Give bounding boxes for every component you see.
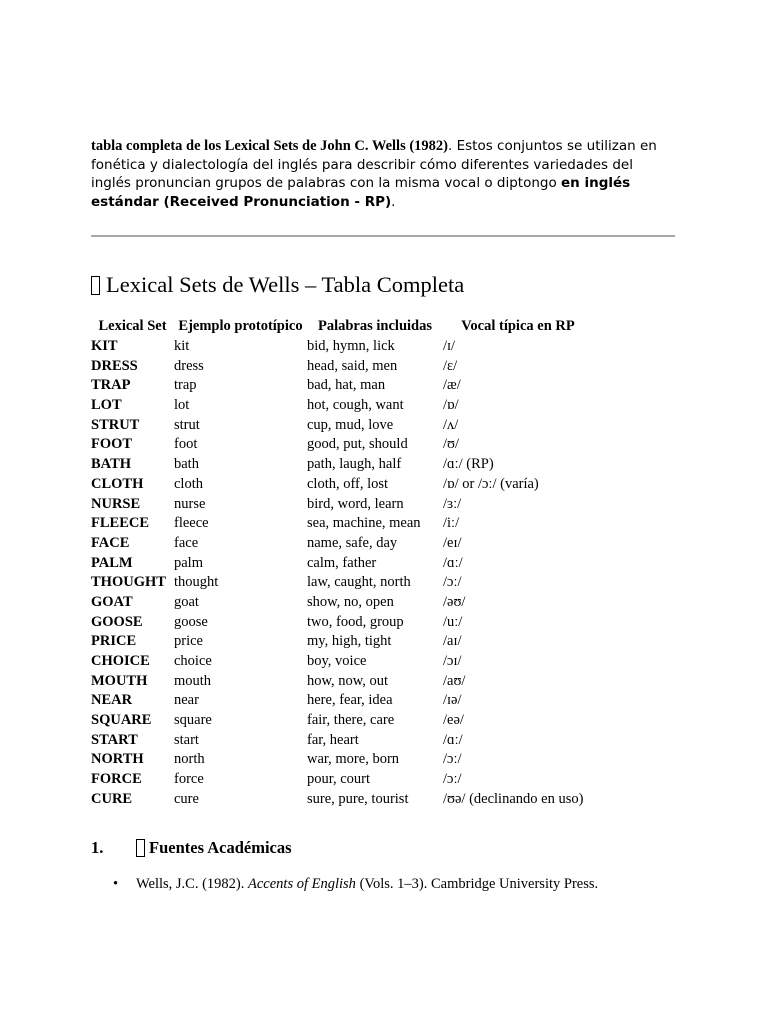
reference-list bbox=[91, 875, 675, 894]
cell-lexical-set: FLEECE bbox=[91, 515, 150, 532]
table-row bbox=[91, 357, 593, 377]
cell-ejemplo: kit bbox=[174, 338, 190, 354]
table-row bbox=[91, 554, 593, 574]
table-row bbox=[91, 514, 593, 534]
col-header-vocal: Vocal típica en RP bbox=[461, 318, 575, 334]
cell-vocal: /ɔː/ bbox=[443, 771, 462, 788]
table-row bbox=[91, 731, 593, 751]
cell-ejemplo: lot bbox=[174, 397, 190, 414]
missing-glyph-icon bbox=[136, 839, 145, 857]
cell-palabras: path, laugh, half bbox=[307, 456, 402, 473]
cell-vocal: /ɔɪ/ bbox=[443, 653, 462, 669]
cell-ejemplo: palm bbox=[174, 554, 203, 571]
cell-vocal: /ɪə/ bbox=[443, 692, 462, 709]
cell-ejemplo: trap bbox=[174, 377, 197, 394]
cell-ejemplo: north bbox=[174, 751, 205, 768]
table-body bbox=[91, 337, 593, 810]
cell-lexical-set: CHOICE bbox=[91, 653, 150, 669]
intro-text-2: . bbox=[391, 193, 396, 210]
cell-vocal: /ɛ/ bbox=[443, 357, 458, 374]
cell-palabras: two, food, group bbox=[307, 613, 404, 630]
cell-lexical-set: FACE bbox=[91, 534, 130, 551]
cell-lexical-set: NORTH bbox=[91, 751, 144, 768]
section-heading bbox=[91, 838, 675, 858]
cell-ejemplo: square bbox=[174, 712, 212, 729]
cell-palabras: bad, hat, man bbox=[307, 377, 386, 394]
cell-ejemplo: start bbox=[174, 731, 199, 748]
cell-vocal: /ɑː/ bbox=[443, 554, 463, 571]
section-number: 1. bbox=[91, 837, 104, 857]
col-header-palabras: Palabras incluidas bbox=[317, 318, 432, 334]
cell-palabras: pour, court bbox=[307, 771, 371, 788]
table-row bbox=[91, 534, 593, 554]
cell-palabras: bird, word, learn bbox=[307, 495, 404, 512]
intro-bold-lead: tabla completa de los Lexical Sets de John C. Wells (1982) bbox=[91, 138, 448, 154]
intro-paragraph bbox=[91, 137, 675, 211]
document-page bbox=[91, 137, 675, 894]
cell-vocal: /ʌ/ bbox=[443, 416, 459, 433]
table-row bbox=[91, 475, 593, 495]
cell-ejemplo: face bbox=[174, 534, 199, 551]
cell-lexical-set: GOAT bbox=[91, 593, 133, 610]
cell-ejemplo: foot bbox=[174, 436, 198, 453]
table-row bbox=[91, 455, 593, 475]
cell-vocal: /əʊ/ bbox=[443, 593, 466, 610]
cell-lexical-set: MOUTH bbox=[91, 672, 148, 689]
intro-text-1: . Estos conjuntos se utilizan en fonética y dialectología del inglés para describir cómo diferentes variedades del inglés pronuncian grupos de palabras con la misma vocal o diptongo bbox=[91, 138, 657, 191]
table-row bbox=[91, 573, 593, 593]
cell-palabras: far, heart bbox=[307, 731, 359, 748]
reference-text: Wells, J.C. (1982). bbox=[136, 875, 249, 892]
cell-lexical-set: LOT bbox=[91, 397, 122, 414]
cell-vocal: /ɔː/ bbox=[443, 574, 462, 591]
table-row bbox=[91, 376, 593, 396]
cell-lexical-set: PRICE bbox=[91, 633, 137, 650]
cell-ejemplo: nurse bbox=[174, 495, 206, 512]
cell-palabras: war, more, born bbox=[307, 751, 400, 768]
cell-ejemplo: cloth bbox=[174, 475, 203, 492]
cell-vocal: /ʊ/ bbox=[443, 436, 460, 453]
cell-lexical-set: DRESS bbox=[91, 357, 138, 374]
cell-vocal: /ɔː/ bbox=[443, 751, 462, 768]
cell-lexical-set: STRUT bbox=[91, 416, 140, 433]
table-row bbox=[91, 613, 593, 633]
table-row bbox=[91, 593, 593, 613]
cell-vocal: /uː/ bbox=[443, 613, 463, 630]
cell-palabras: bid, hymn, lick bbox=[307, 338, 395, 354]
cell-palabras: cup, mud, love bbox=[307, 416, 394, 433]
cell-ejemplo: goat bbox=[174, 593, 199, 610]
cell-palabras: sea, machine, mean bbox=[307, 515, 421, 532]
cell-ejemplo: goose bbox=[174, 613, 208, 630]
cell-palabras: how, now, out bbox=[307, 672, 389, 689]
intro-bold-tail: en inglés estándar (Received Pronunciation - RP) bbox=[91, 175, 631, 210]
cell-vocal: /iː/ bbox=[443, 515, 460, 532]
horizontal-rule bbox=[91, 235, 675, 237]
cell-lexical-set: START bbox=[91, 731, 138, 748]
lexical-sets-table bbox=[91, 316, 593, 810]
cell-lexical-set: FORCE bbox=[91, 771, 142, 788]
table-row bbox=[91, 770, 593, 790]
cell-ejemplo: strut bbox=[174, 416, 200, 433]
cell-lexical-set: PALM bbox=[91, 554, 133, 571]
cell-ejemplo: cure bbox=[174, 790, 199, 807]
reference-title: Accents of English bbox=[248, 875, 356, 892]
table-row bbox=[91, 435, 593, 455]
cell-ejemplo: bath bbox=[174, 456, 199, 473]
section-title: Fuentes Académicas bbox=[149, 837, 292, 857]
cell-ejemplo: mouth bbox=[174, 672, 212, 689]
cell-vocal: /ɜː/ bbox=[443, 495, 462, 512]
reference-publisher: (Vols. 1–3). Cambridge University Press. bbox=[355, 875, 599, 892]
cell-palabras: name, safe, day bbox=[307, 534, 398, 551]
table-row bbox=[91, 396, 593, 416]
cell-lexical-set: THOUGHT bbox=[91, 574, 166, 591]
cell-lexical-set: CLOTH bbox=[91, 475, 144, 492]
cell-ejemplo: price bbox=[174, 633, 203, 650]
cell-palabras: calm, father bbox=[307, 554, 377, 571]
cell-vocal: /aʊ/ bbox=[443, 672, 466, 689]
cell-palabras: show, no, open bbox=[307, 593, 394, 610]
table-row bbox=[91, 750, 593, 770]
cell-ejemplo: thought bbox=[174, 574, 219, 591]
cell-vocal: /æ/ bbox=[443, 377, 461, 394]
cell-ejemplo: near bbox=[174, 692, 199, 709]
table-row bbox=[91, 337, 593, 357]
cell-lexical-set: SQUARE bbox=[91, 712, 152, 729]
cell-palabras: good, put, should bbox=[307, 436, 408, 453]
cell-ejemplo: force bbox=[174, 771, 204, 788]
cell-palabras: cloth, off, lost bbox=[307, 475, 389, 492]
cell-lexical-set: GOOSE bbox=[91, 613, 143, 630]
page-title-text: Lexical Sets de Wells – Tabla Completa bbox=[106, 272, 465, 297]
cell-lexical-set: NURSE bbox=[91, 495, 141, 512]
cell-lexical-set: FOOT bbox=[91, 436, 133, 453]
cell-lexical-set: NEAR bbox=[91, 692, 133, 709]
table-row bbox=[91, 672, 593, 692]
cell-vocal: /ɑː/ (RP) bbox=[443, 456, 494, 473]
col-header-lexical-set: Lexical Set bbox=[98, 318, 167, 334]
cell-lexical-set: CURE bbox=[91, 790, 133, 807]
cell-ejemplo: dress bbox=[174, 357, 204, 374]
cell-vocal: /aɪ/ bbox=[443, 633, 462, 650]
cell-palabras: my, high, tight bbox=[307, 633, 392, 650]
cell-vocal: /ɪ/ bbox=[443, 338, 456, 354]
col-header-ejemplo: Ejemplo prototípico bbox=[178, 318, 303, 334]
list-item bbox=[91, 875, 675, 894]
table-row bbox=[91, 416, 593, 436]
cell-vocal: /eə/ bbox=[443, 712, 464, 729]
table-row bbox=[91, 711, 593, 731]
cell-vocal: /ɒ/ or /ɔː/ (varía) bbox=[443, 475, 539, 492]
cell-palabras: hot, cough, want bbox=[307, 397, 404, 414]
cell-vocal: /ɑː/ bbox=[443, 731, 463, 748]
cell-ejemplo: fleece bbox=[174, 515, 209, 532]
cell-vocal: /ɒ/ bbox=[443, 397, 459, 414]
table-row bbox=[91, 790, 593, 810]
cell-palabras: boy, voice bbox=[307, 653, 367, 669]
table-row bbox=[91, 652, 593, 672]
missing-glyph-icon bbox=[91, 276, 100, 295]
cell-vocal: /eɪ/ bbox=[443, 534, 462, 551]
cell-lexical-set: TRAP bbox=[91, 377, 131, 394]
page-title bbox=[91, 271, 675, 299]
cell-palabras: head, said, men bbox=[307, 357, 398, 374]
cell-palabras: law, caught, north bbox=[307, 574, 411, 591]
cell-vocal: /ʊə/ (declinando en uso) bbox=[443, 790, 584, 807]
table-row bbox=[91, 691, 593, 711]
cell-lexical-set: BATH bbox=[91, 456, 132, 473]
table-row bbox=[91, 632, 593, 652]
cell-palabras: here, fear, idea bbox=[307, 692, 393, 709]
cell-ejemplo: choice bbox=[174, 653, 212, 669]
cell-lexical-set: KIT bbox=[91, 338, 118, 354]
cell-palabras: fair, there, care bbox=[307, 712, 395, 729]
table-row bbox=[91, 495, 593, 515]
cell-palabras: sure, pure, tourist bbox=[307, 790, 409, 807]
table-header-row bbox=[91, 316, 593, 337]
